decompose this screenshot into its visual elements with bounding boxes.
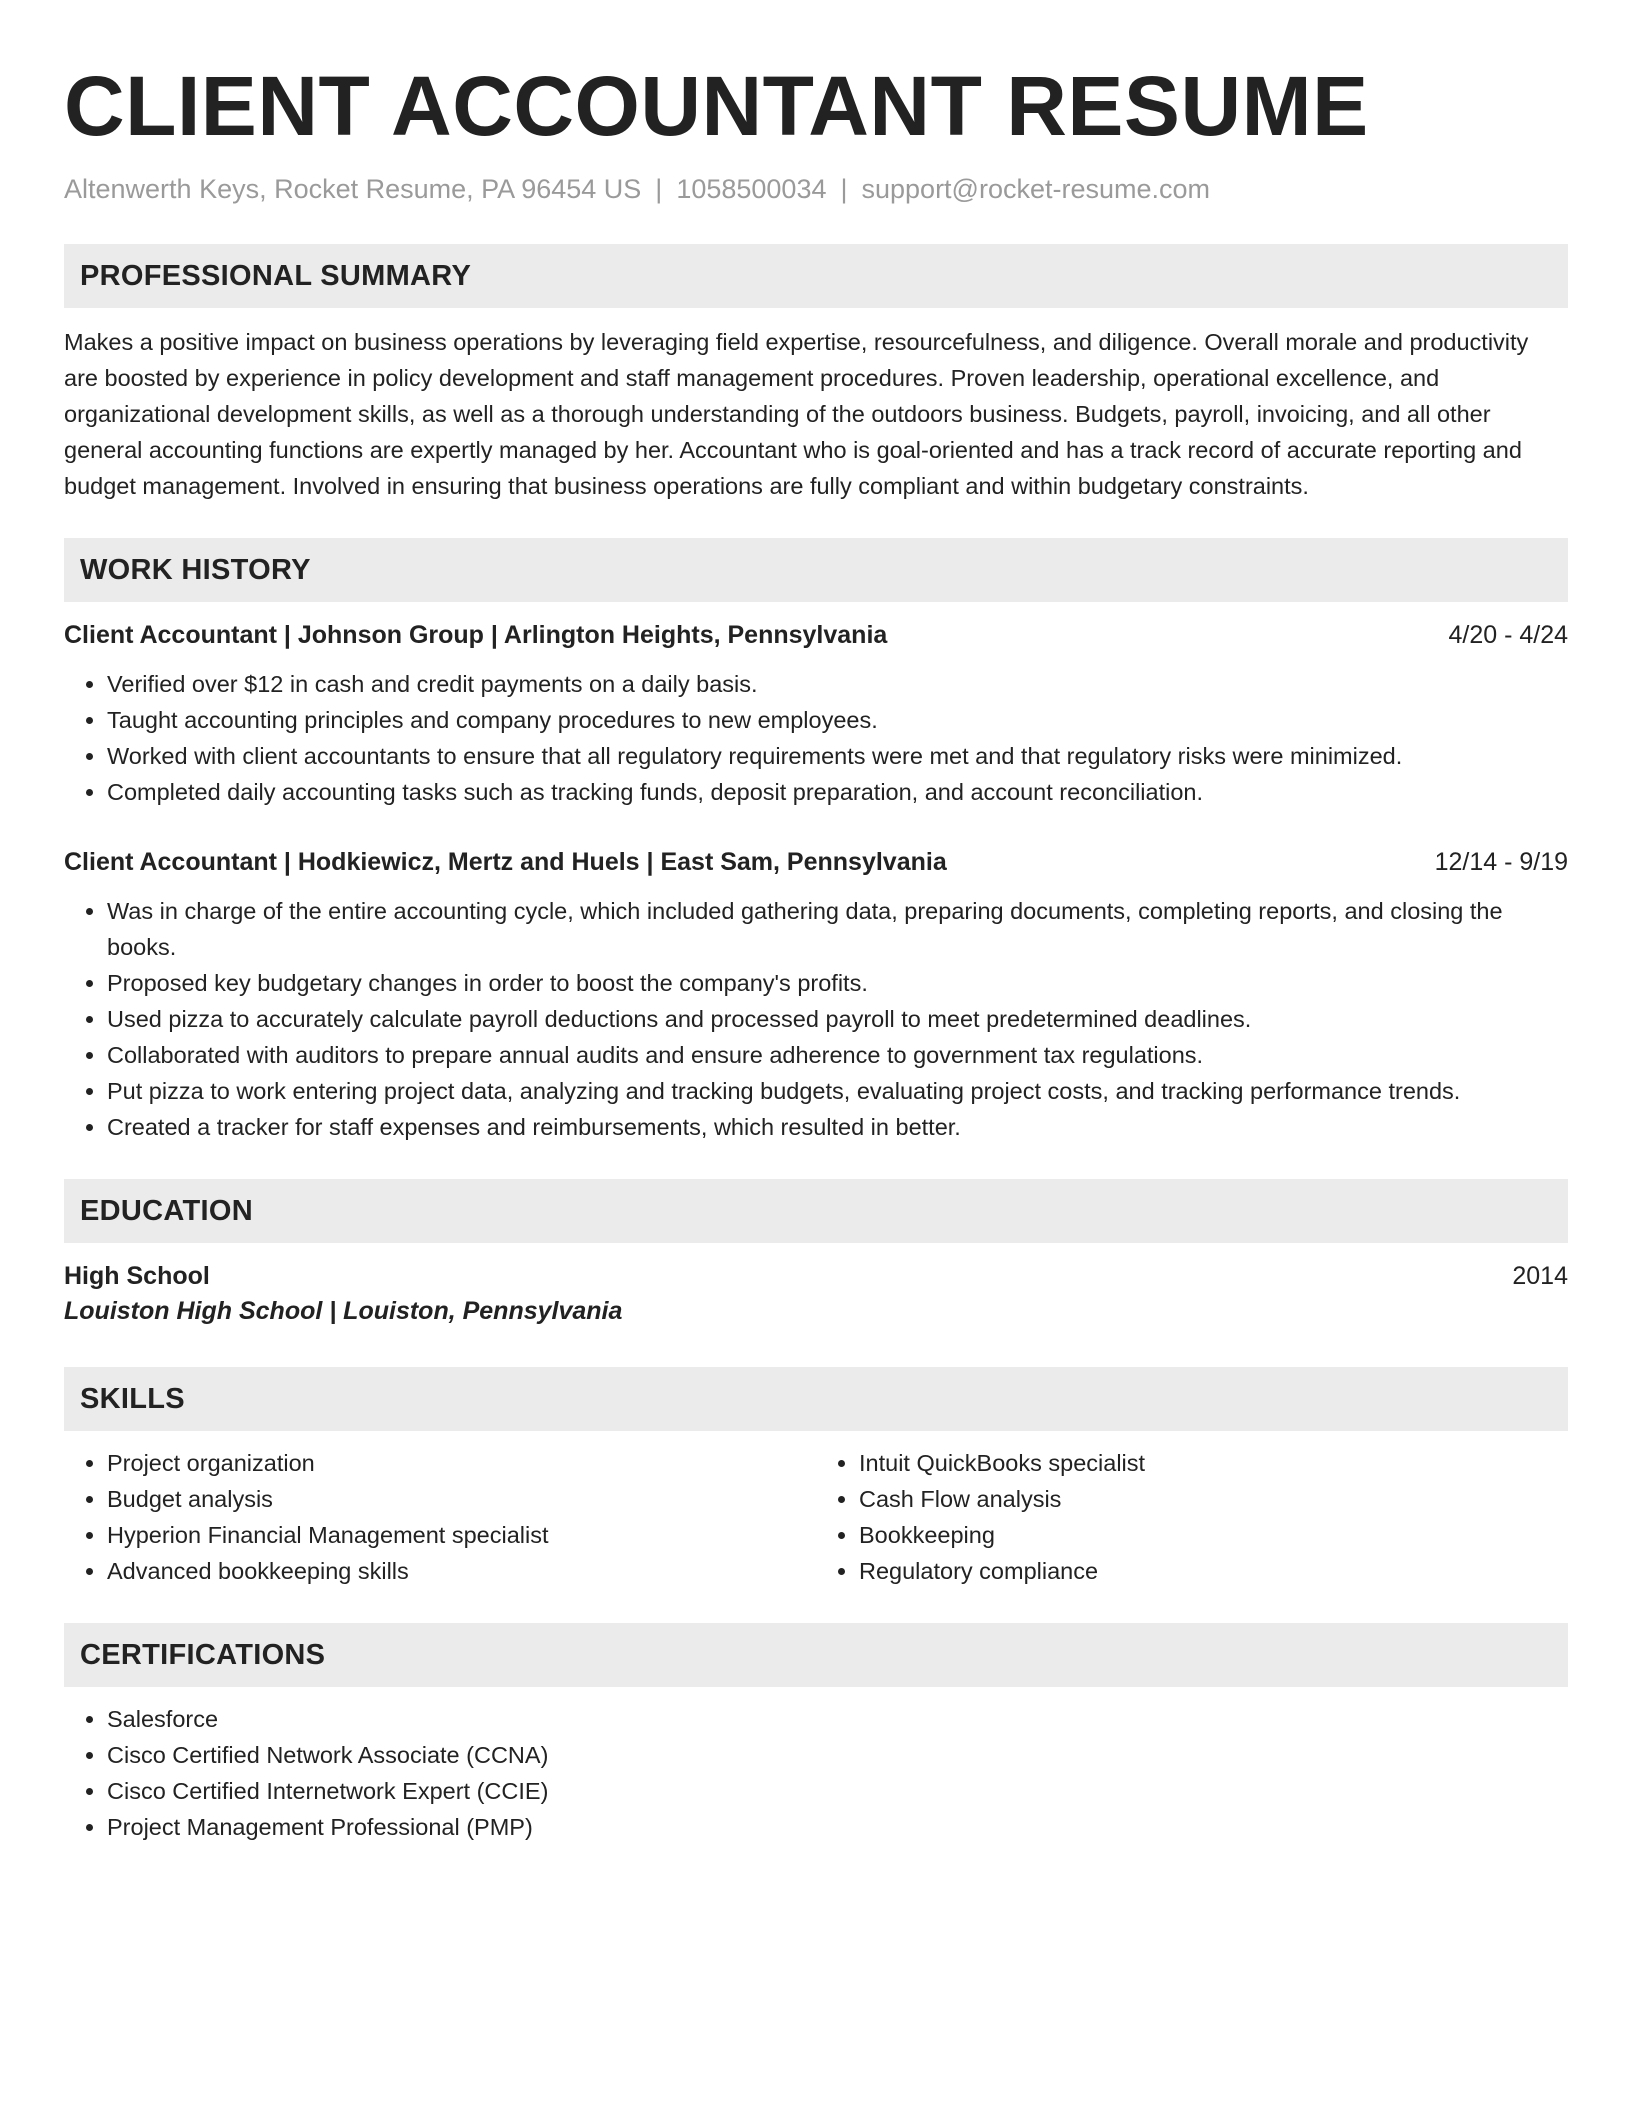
contact-separator: | [840, 174, 848, 204]
list-item: • Hyperion Financial Management specialist [107, 1517, 816, 1553]
contact-separator: | [655, 174, 663, 204]
job-dates: 4/20 - 4/24 [1448, 621, 1568, 649]
list-item: • Advanced bookkeeping skills [107, 1553, 816, 1589]
section-header-skills: SKILLS [64, 1367, 1568, 1431]
list-item: • Project Management Professional (PMP) [107, 1809, 1568, 1845]
skills-list-right [816, 1445, 1568, 1589]
certifications-list [64, 1701, 1568, 1845]
education-year: 2014 [1512, 1262, 1568, 1290]
list-item: • Taught accounting principles and company procedures to new employees. [107, 702, 1568, 738]
summary-text: Makes a positive impact on business operations by leveraging field expertise, resourcefulness, and diligence. Overall morale and productivity are boosted by experience in policy development and staff management procedures. Proven leadership, operational excellence, and organizational development skills, as well as a thorough understanding of the outdoors business. Budgets, payroll, invoicing, and all other general accounting functions are expertly managed by her. Accountant who is goal-oriented and has a track record of accurate reporting and budget management. Involved in ensuring that business operations are fully compliant and within budgetary constraints. [64, 329, 1529, 499]
contact-line [64, 172, 1568, 206]
list-item: • Budget analysis [107, 1481, 816, 1517]
education-entry [64, 1259, 1568, 1329]
education-degree: High School [64, 1262, 210, 1290]
list-item: • Regulatory compliance [859, 1553, 1568, 1589]
list-item: • Put pizza to work entering project data, analyzing and tracking budgets, evaluating project costs, and tracking performance trends. [107, 1073, 1568, 1109]
section-header-education: EDUCATION [64, 1179, 1568, 1243]
list-item: • Collaborated with auditors to prepare annual audits and ensure adherence to government tax regulations. [107, 1037, 1568, 1073]
job-title: Client Accountant | Hodkiewicz, Mertz and Huels | East Sam, Pennsylvania [64, 848, 947, 876]
list-item: • Verified over $12 in cash and credit payments on a daily basis. [107, 666, 1568, 702]
section-header-summary: PROFESSIONAL SUMMARY [64, 244, 1568, 308]
job-entry [64, 845, 1568, 1145]
list-item: • Intuit QuickBooks specialist [859, 1445, 1568, 1481]
job-entry [64, 618, 1568, 810]
list-item: • Created a tracker for staff expenses and reimbursements, which resulted in better. [107, 1109, 1568, 1145]
job-title: Client Accountant | Johnson Group | Arlington Heights, Pennsylvania [64, 621, 888, 649]
list-item: • Bookkeeping [859, 1517, 1568, 1553]
job-dates: 12/14 - 9/19 [1434, 848, 1568, 876]
resume-title: CLIENT ACCOUNTANT RESUME [64, 59, 1369, 153]
list-item: • Project organization [107, 1445, 816, 1481]
education-header [64, 1259, 1568, 1293]
job-bullets [64, 666, 1568, 810]
list-item: • Cisco Certified Internetwork Expert (CCIE) [107, 1773, 1568, 1809]
contact-email: support@rocket-resume.com [861, 174, 1211, 204]
contact-address: Altenwerth Keys, Rocket Resume, PA 96454 US [64, 174, 642, 204]
list-item: • Completed daily accounting tasks such as tracking funds, deposit preparation, and account reconciliation. [107, 774, 1568, 810]
section-header-certifications: CERTIFICATIONS [64, 1623, 1568, 1687]
skills-grid [64, 1431, 1568, 1589]
skills-list-left [64, 1445, 816, 1589]
contact-phone: 1058500034 [676, 174, 827, 204]
list-item: • Worked with client accountants to ensure that all regulatory requirements were met and that regulatory risks were minimized. [107, 738, 1568, 774]
job-header [64, 845, 1568, 879]
education-school: Louiston High School | Louiston, Pennsylvania [64, 1297, 623, 1325]
list-item: • Cisco Certified Network Associate (CCNA) [107, 1737, 1568, 1773]
section-header-work-history: WORK HISTORY [64, 538, 1568, 602]
list-item: • Salesforce [107, 1701, 1568, 1737]
job-bullets [64, 893, 1568, 1145]
list-item: • Used pizza to accurately calculate payroll deductions and processed payroll to meet predetermined deadlines. [107, 1001, 1568, 1037]
list-item: • Cash Flow analysis [859, 1481, 1568, 1517]
job-header [64, 618, 1568, 652]
list-item: • Was in charge of the entire accounting cycle, which included gathering data, preparing documents, completing reports, and closing the books. [107, 893, 1568, 965]
list-item: • Proposed key budgetary changes in order to boost the company's profits. [107, 965, 1568, 1001]
